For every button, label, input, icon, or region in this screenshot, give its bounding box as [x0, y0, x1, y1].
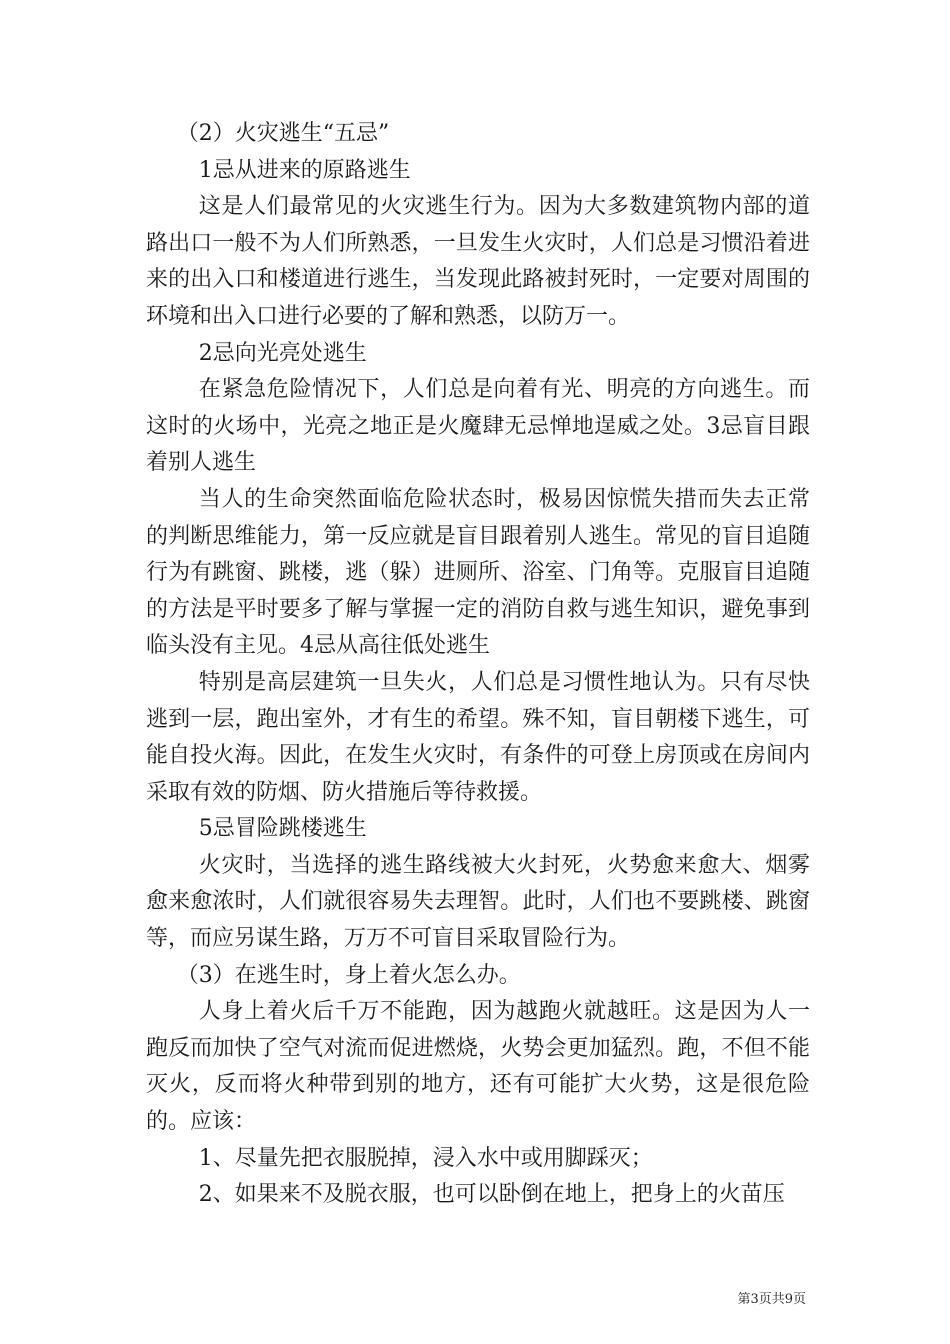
taboo-1-paragraph: 这是人们最常见的火灾逃生行为。因为大多数建筑物内部的道路出口一般不为人们所熟悉，一旦发生火灾时，人们总是习惯沿着进来的出入口和楼道进行逃生，当发现此路被封死时，一定要对周围的环境和出入口进行必要的了解和熟悉，以防万一。	[146, 194, 810, 329]
list-item-2: 2、如果来不及脱衣服，也可以卧倒在地上，把身上的火苗压	[198, 1182, 785, 1208]
taboo-5-heading: 5忌冒险跳楼逃生	[198, 816, 367, 842]
section-heading-clothes-on-fire: （3）在逃生时，身上着火怎么办。	[176, 962, 521, 988]
taboo-4-paragraph: 特别是高层建筑一旦失火，人们总是习惯性地认为。只有尽快逃到一层，跑出室外，才有生的希望。殊不知，盲目朝楼下逃生，可能自投火海。因此，在发生火灾时，有条件的可登上房顶或在房间内采取有效的防烟、防火措施后等待救援。	[146, 669, 810, 805]
section-heading-five-taboos: （2）火灾逃生“五忌”	[176, 121, 390, 146]
document-body	[146, 116, 810, 1214]
taboo-2-paragraph: 在紧急危险情况下，人们总是向着有光、明亮的方向逃生。而这时的火场中，光亮之地正是火魔肆无忌惮地逞威之处。3忌盲目跟着别人逃生	[146, 377, 810, 476]
taboo-3-paragraph: 当人的生命突然面临危险状态时，极易因惊慌失措而失去正常的判断思维能力，第一反应就是盲目跟着别人逃生。常见的盲目追随行为有跳窗、跳楼，逃（躲）进厕所、浴室、门角等。克服盲目追随的方法是平时要多了解与掌握一定的消防自救与逃生知识，避免事到临头没有主见。4忌从高往低处逃生	[146, 486, 810, 659]
taboo-1-heading: 1忌从进来的原路逃生	[198, 157, 411, 183]
taboo-2-heading: 2忌向光亮处逃生	[198, 340, 367, 366]
list-item-1: 1、尽量先把衣服脱掉，浸入水中或用脚踩灭；	[198, 1145, 653, 1171]
page-number-footer: 第3页共9页	[737, 1292, 806, 1307]
clothes-on-fire-paragraph: 人身上着火后千万不能跑，因为越跑火就越旺。这是因为人一跑反而加快了空气对流而促进燃烧，火势会更加猛烈。跑，不但不能灭火，反而将火种带到别的地方，还有可能扩大火势，这是很危险的。应该：	[146, 999, 810, 1135]
taboo-5-paragraph: 火灾时，当选择的逃生路线被大火封死，火势愈来愈大、烟雾愈来愈浓时，人们就很容易失去理智。此时，人们也不要跳楼、跳窗等，而应另谋生路，万万不可盲目采取冒险行为。	[146, 852, 810, 952]
